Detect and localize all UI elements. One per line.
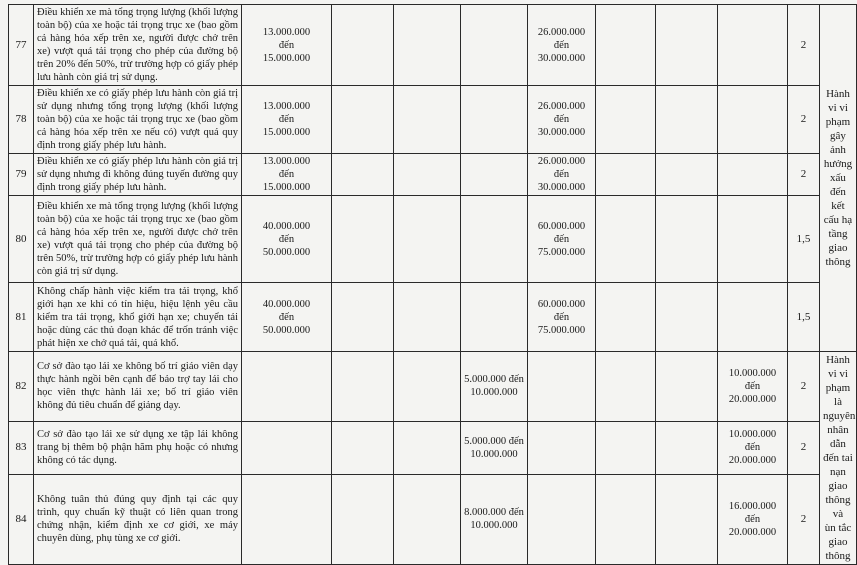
violation-description: Điều khiển xe mà tổng trọng lượng (khối lượng toàn bộ) của xe hoặc tải trọng trục xe (bao gồm cả hàng hóa xếp trên xe, người được chở trên xe) vượt quá tải trọng cho phép của đường bộ trên 20% đến 50%, trừ trường hợp có giấy phép lưu hành còn giá trị sử dụng.	[34, 5, 242, 86]
empty-cell	[656, 196, 718, 283]
empty-cell	[394, 86, 461, 154]
empty-cell	[718, 5, 788, 86]
empty-cell	[461, 86, 528, 154]
empty-cell	[656, 5, 718, 86]
empty-cell	[656, 154, 718, 196]
empty-cell	[461, 283, 528, 352]
violation-description: Cơ sở đào tạo lái xe sử dụng xe tập lái không trang bị thêm bộ phận hãm phụ hoặc có nhưng không có tác dụng.	[34, 421, 242, 474]
fine-amount: 13.000.000 đến 15.000.000	[242, 86, 332, 154]
table-row	[9, 283, 857, 352]
empty-cell	[394, 421, 461, 474]
empty-cell	[596, 86, 656, 154]
table-row	[9, 86, 857, 154]
empty-cell	[332, 196, 394, 283]
empty-cell	[528, 421, 596, 474]
row-number: 80	[9, 196, 34, 283]
violation-description: Điều khiển xe có giấy phép lưu hành còn giá trị sử dụng nhưng tổng trọng lượng (khối lượng toàn bộ) của xe hoặc tải trọng trục xe (bao gồm cả hàng hóa xếp trên xe nếu có) vượt quá quy định trong giấy phép lưu hành.	[34, 86, 242, 154]
empty-cell	[242, 421, 332, 474]
coefficient: 1,5	[788, 196, 820, 283]
empty-cell	[596, 283, 656, 352]
empty-cell	[394, 474, 461, 564]
table-row	[9, 352, 857, 422]
document-page	[8, 4, 856, 562]
empty-cell	[394, 283, 461, 352]
empty-cell	[596, 196, 656, 283]
empty-cell	[461, 196, 528, 283]
empty-cell	[596, 5, 656, 86]
row-number: 79	[9, 154, 34, 196]
empty-cell	[394, 196, 461, 283]
violation-description: Điều khiển xe có giấy phép lưu hành còn giá trị sử dụng nhưng đi không đúng tuyến đường quy định trong giấy phép lưu hành.	[34, 154, 242, 196]
empty-cell	[718, 86, 788, 154]
table-row	[9, 5, 857, 86]
violation-group: Hành vi vi phạm là nguyên nhân dẫn đến tai nạn giao thông và ùn tắc giao thông	[820, 352, 857, 565]
fine-amount: 26.000.000 đến 30.000.000	[528, 86, 596, 154]
empty-cell	[656, 283, 718, 352]
empty-cell	[332, 154, 394, 196]
fine-amount: 26.000.000 đến 30.000.000	[528, 5, 596, 86]
empty-cell	[656, 421, 718, 474]
empty-cell	[394, 352, 461, 422]
empty-cell	[461, 154, 528, 196]
empty-cell	[596, 474, 656, 564]
empty-cell	[718, 283, 788, 352]
empty-cell	[332, 421, 394, 474]
empty-cell	[332, 474, 394, 564]
fine-amount: 16.000.000 đến 20.000.000	[718, 474, 788, 564]
row-number: 84	[9, 474, 34, 564]
fine-amount: 5.000.000 đến 10.000.000	[461, 421, 528, 474]
empty-cell	[656, 474, 718, 564]
fine-amount: 40.000.000 đến 50.000.000	[242, 283, 332, 352]
fine-amount: 60.000.000 đến 75.000.000	[528, 283, 596, 352]
violation-description: Không tuân thủ đúng quy định tại các quy trình, quy chuẩn kỹ thuật có liên quan trong chứng nhận, kiểm định xe cơ giới, xe máy chuyên dùng, phụ tùng xe cơ giới.	[34, 474, 242, 564]
empty-cell	[332, 283, 394, 352]
empty-cell	[596, 154, 656, 196]
fine-amount: 8.000.000 đến 10.000.000	[461, 474, 528, 564]
empty-cell	[596, 352, 656, 422]
empty-cell	[242, 352, 332, 422]
empty-cell	[528, 352, 596, 422]
empty-cell	[528, 474, 596, 564]
coefficient: 2	[788, 154, 820, 196]
fine-amount: 10.000.000 đến 20.000.000	[718, 352, 788, 422]
table-row	[9, 196, 857, 283]
empty-cell	[596, 421, 656, 474]
fine-amount: 13.000.000 đến 15.000.000	[242, 154, 332, 196]
empty-cell	[656, 86, 718, 154]
empty-cell	[332, 86, 394, 154]
fine-amount: 26.000.000 đến 30.000.000	[528, 154, 596, 196]
row-number: 81	[9, 283, 34, 352]
fine-amount: 5.000.000 đến 10.000.000	[461, 352, 528, 422]
table-row	[9, 154, 857, 196]
empty-cell	[332, 352, 394, 422]
fine-amount: 13.000.000 đến 15.000.000	[242, 5, 332, 86]
empty-cell	[394, 5, 461, 86]
table-row	[9, 474, 857, 564]
coefficient: 2	[788, 5, 820, 86]
row-number: 78	[9, 86, 34, 154]
fine-amount: 60.000.000 đến 75.000.000	[528, 196, 596, 283]
table-row	[9, 421, 857, 474]
empty-cell	[461, 5, 528, 86]
violation-description: Điều khiển xe mà tổng trọng lượng (khối lượng toàn bộ) của xe hoặc tải trọng trục xe (bao gồm cả hàng hóa xếp trên xe, người được chở trên xe) vượt quá tải trọng cho phép của đường bộ trên 50%, trừ trường hợp có giấy phép lưu hành còn giá trị sử dụng.	[34, 196, 242, 283]
empty-cell	[718, 154, 788, 196]
fine-amount: 10.000.000 đến 20.000.000	[718, 421, 788, 474]
row-number: 83	[9, 421, 34, 474]
fine-amount: 40.000.000 đến 50.000.000	[242, 196, 332, 283]
empty-cell	[242, 474, 332, 564]
coefficient: 2	[788, 474, 820, 564]
empty-cell	[332, 5, 394, 86]
coefficient: 2	[788, 86, 820, 154]
row-number: 82	[9, 352, 34, 422]
empty-cell	[656, 352, 718, 422]
penalty-table	[8, 4, 857, 565]
violation-description: Không chấp hành việc kiểm tra tải trọng, khổ giới hạn xe khi có tín hiệu, hiệu lệnh yêu cầu kiểm tra tải trọng, khổ giới hạn xe; chuyển tải hoặc dùng các thủ đoạn khác để trốn tránh việc phát hiện xe chở quá tải, quá khổ.	[34, 283, 242, 352]
violation-description: Cơ sở đào tạo lái xe không bố trí giáo viên dạy thực hành ngồi bên cạnh để bảo trợ tay lái cho học viên thực hành lái xe; bố trí giáo viên không đủ tiêu chuẩn để giảng dạy.	[34, 352, 242, 422]
coefficient: 2	[788, 421, 820, 474]
coefficient: 2	[788, 352, 820, 422]
row-number: 77	[9, 5, 34, 86]
coefficient: 1,5	[788, 283, 820, 352]
empty-cell	[394, 154, 461, 196]
violation-group: Hành vi vi phạm gây ảnh hưởng xấu đến kết cấu hạ tầng giao thông	[820, 5, 857, 352]
empty-cell	[718, 196, 788, 283]
